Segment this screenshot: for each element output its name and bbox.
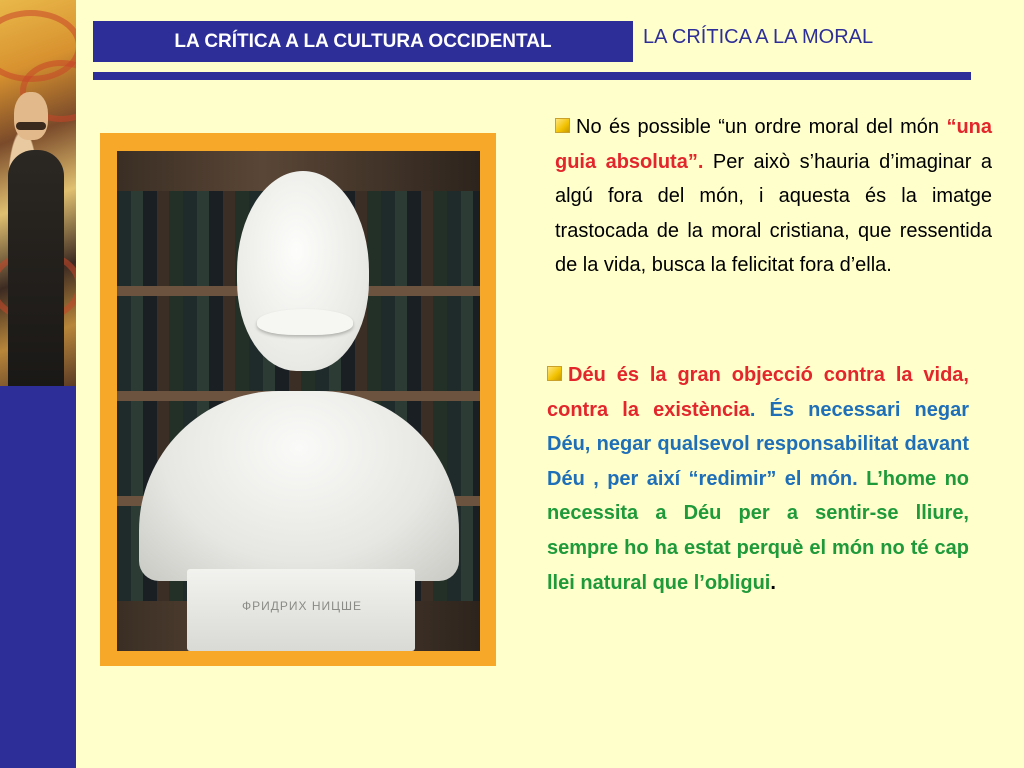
square-bullet-icon: [555, 118, 570, 133]
paragraph1-text-a: No és possible “un ordre moral del món: [576, 116, 947, 138]
paragraph2-green: L’home no necessita a Déu per a sentir-se lliure, sempre ho ha estat perquè el món no té cap llei natural que l’obligui: [547, 467, 969, 594]
paragraph-moral-order: [555, 110, 992, 283]
paragraph1-highlight: “una guia absoluta”.: [555, 116, 992, 173]
paragraph2-end: .: [770, 571, 776, 594]
bust-inscription: ФРИДРИХ НИЦШЕ: [241, 599, 362, 613]
nietzsche-painting: [0, 0, 76, 386]
paragraph2-red: Déu és la gran objecció contra la vida, contra la existència: [547, 364, 969, 421]
header-divider: [93, 72, 971, 80]
bust-moustache: [257, 309, 353, 335]
paragraph-god-objection: [547, 358, 969, 600]
square-bullet-icon: [547, 366, 562, 381]
nietzsche-bust-photo: [117, 151, 480, 651]
slide-title: LA CRÍTICA A LA CULTURA OCCIDENTAL: [93, 21, 633, 62]
paragraph1-text-c: Per això s’hauria d’imaginar a algú fora del món, i aquesta és la imatge trastocada de la moral cristiana, que ressentida de la vida, busca la felicitat fora d’ella.: [555, 150, 992, 276]
bust-head: [237, 171, 369, 371]
left-accent-bar: [0, 386, 76, 768]
paragraph2-blue: . És necessari negar Déu, negar qualsevol responsabilitat davant Déu , per així “redimir” el món.: [547, 398, 969, 490]
slide-subtitle: LA CRÍTICA A LA MORAL: [643, 26, 874, 48]
